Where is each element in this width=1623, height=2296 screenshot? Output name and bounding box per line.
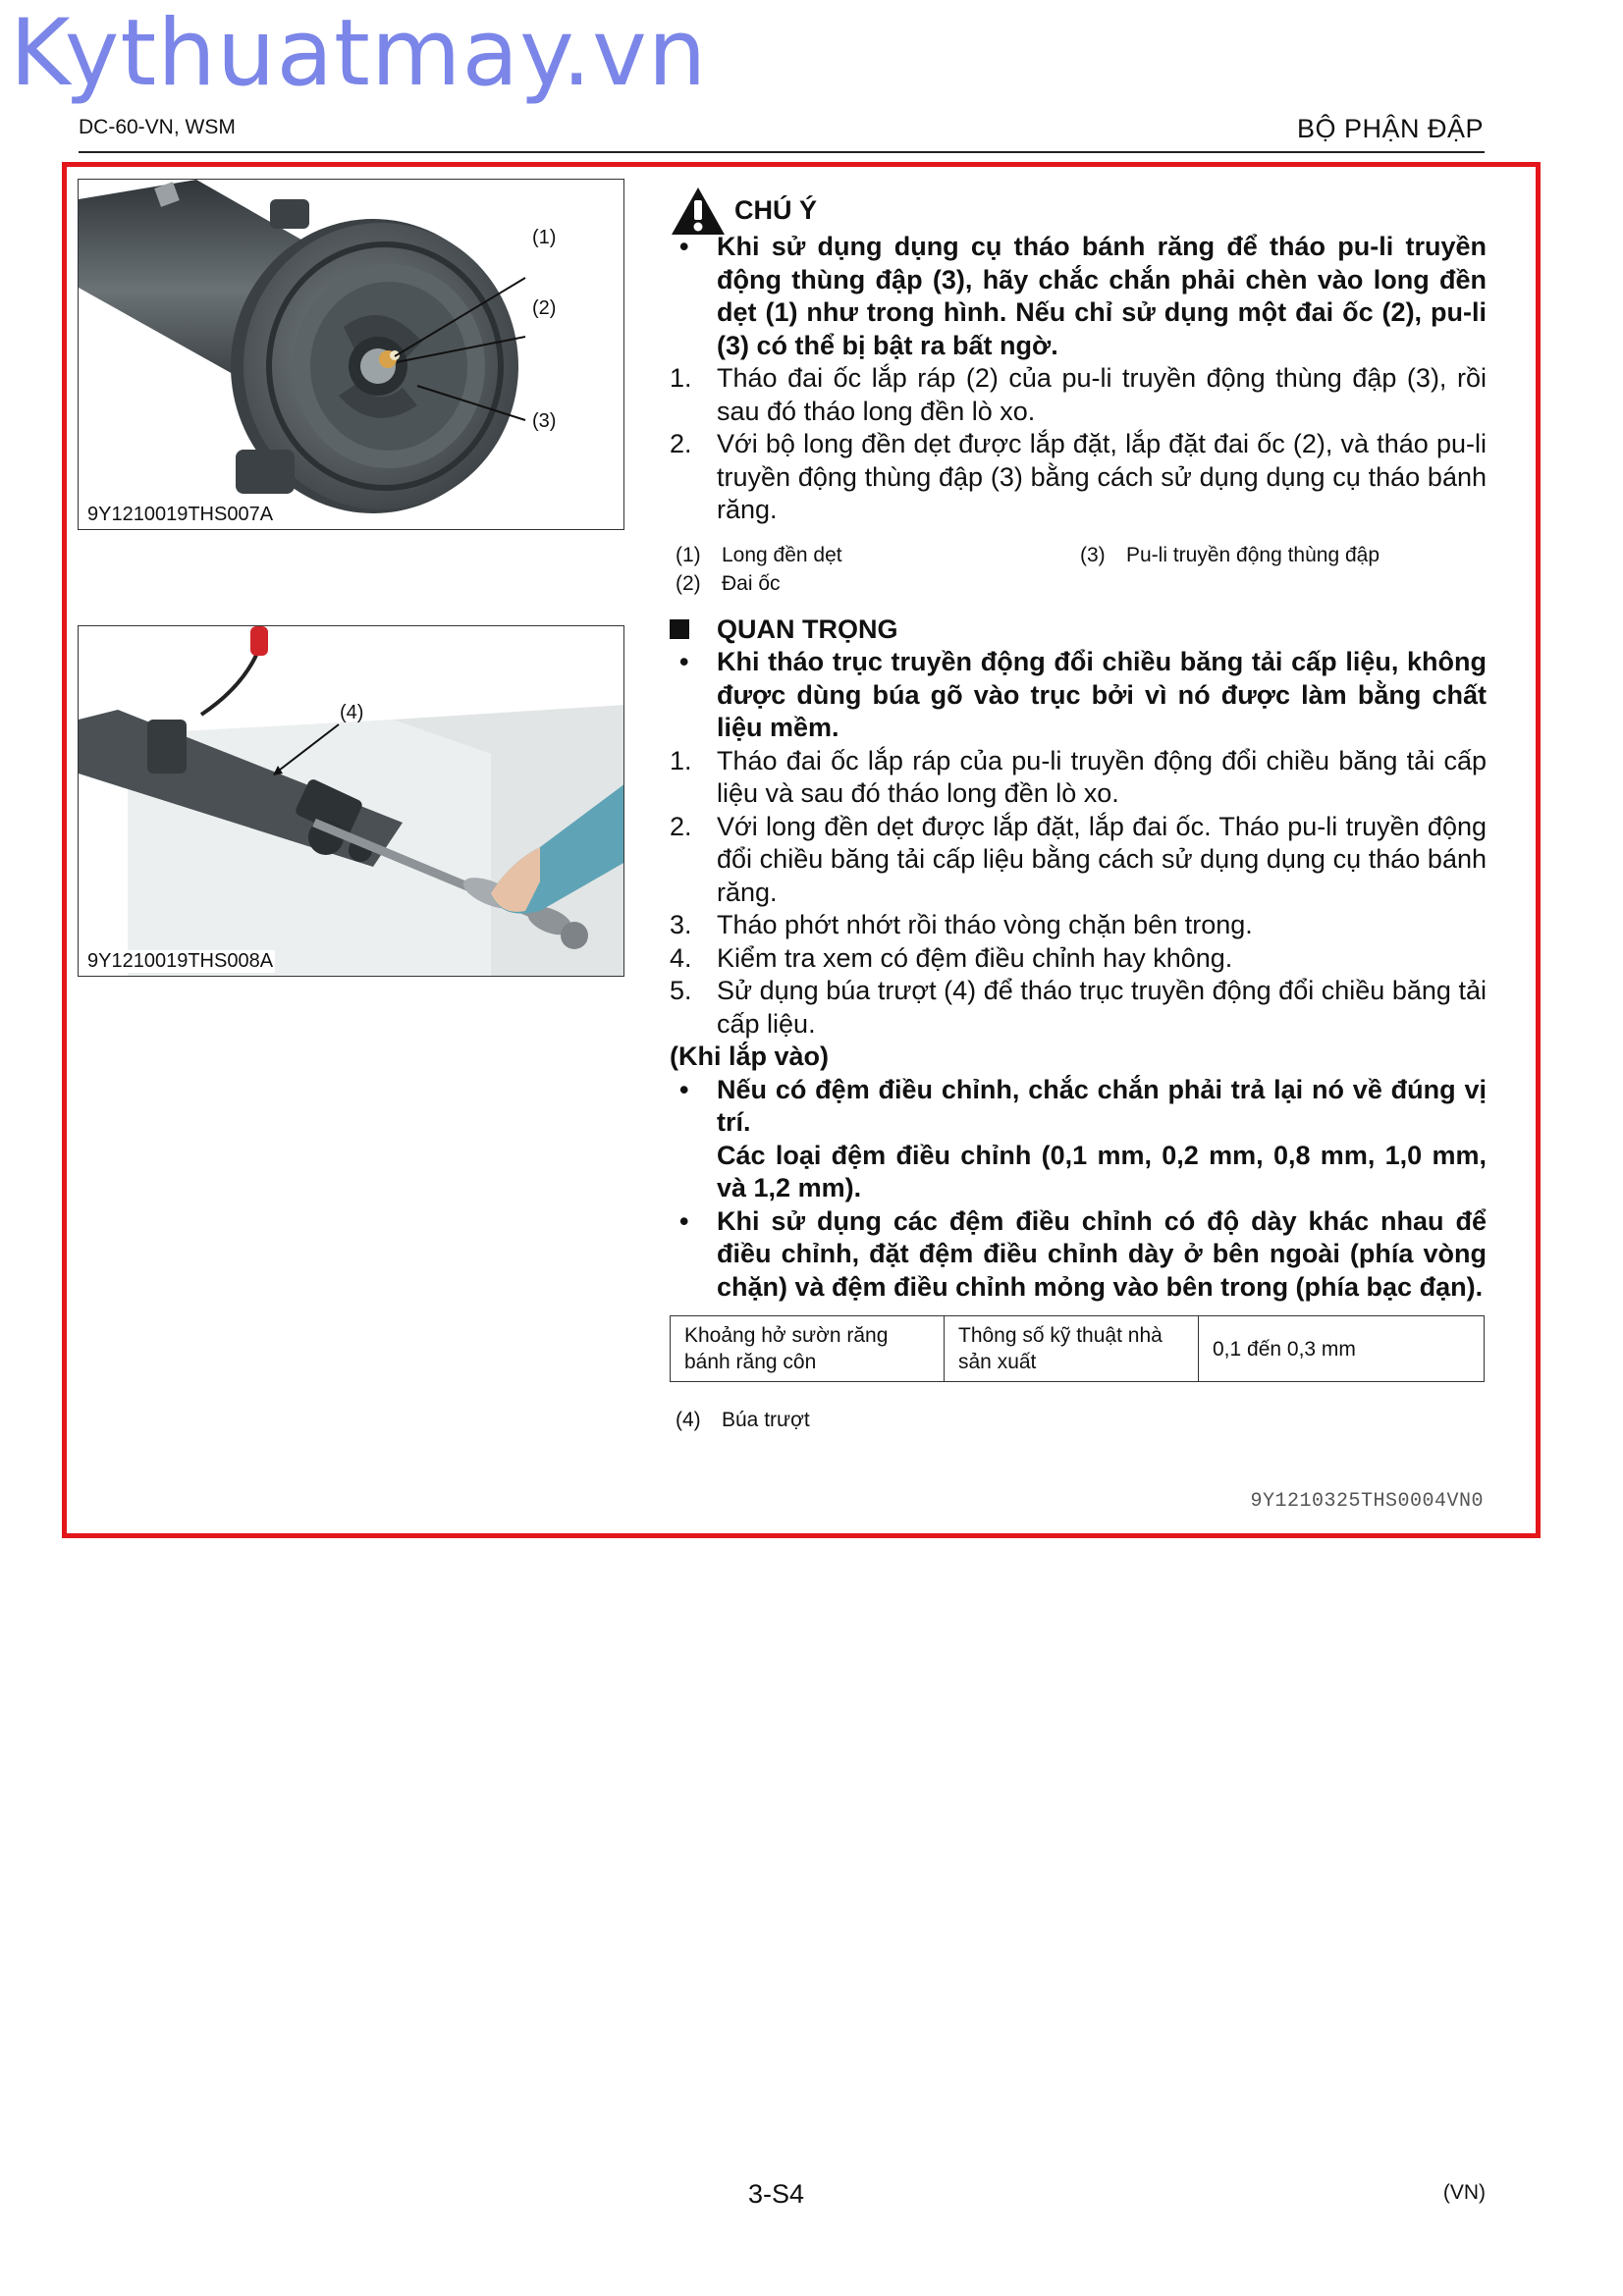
spec-value: 0,1 đến 0,3 mm — [1199, 1316, 1485, 1382]
figure-1-legend — [670, 541, 1487, 598]
figure-code: 9Y1210019THS007A — [87, 504, 274, 525]
header-doc-code: DC-60-VN, WSM — [79, 116, 236, 138]
callout-4: (4) — [340, 702, 364, 723]
document-id: 9Y1210325THS0004VN0 — [1250, 1490, 1484, 1513]
important-step-1: 1. Tháo đai ốc lắp ráp của pu-li truyền động đổi chiều băng tải cấp liệu và sau đó tháo long đền lò xo. — [670, 745, 1487, 808]
install-title: (Khi lắp vào) — [670, 1041, 830, 1071]
important-heading — [670, 614, 1487, 647]
content-column — [670, 191, 1487, 1437]
figure-slide-hammer — [78, 625, 624, 977]
legend-item-4: (4) Búa trượt — [676, 1409, 810, 1431]
header-section-title: BỘ PHẬN ĐẬP — [1296, 114, 1484, 143]
figure-code: 9Y1210019THS008A — [87, 950, 274, 972]
callout-3: (3) — [532, 410, 557, 432]
figure-pulley — [78, 179, 624, 530]
language-code: (VN) — [1442, 2181, 1486, 2204]
install-bullet-1-sub: Các loại đệm điều chỉnh (0,1 mm, 0,2 mm, 0,8 mm, 1,0 mm, và 1,2 mm). — [717, 1140, 1487, 1202]
header-rule — [79, 151, 1485, 153]
table-row — [671, 1316, 1485, 1382]
callout-2: (2) — [532, 297, 557, 319]
install-bullet-1: • Nếu có đệm điều chỉnh, chắc chắn phải trả lại nó về đúng vị trí. — [679, 1074, 1487, 1137]
spec-item: Khoảng hở sườn răng bánh răng côn — [671, 1316, 945, 1382]
callout-1: (1) — [532, 227, 557, 248]
watermark: Kythuatmay.vn — [10, 0, 708, 107]
slide-hammer-illustration — [79, 626, 624, 977]
legend-item-2: (2) Đai ốc — [676, 571, 781, 595]
page-number: 3-S4 — [748, 2179, 805, 2209]
square-bullet-icon — [670, 619, 689, 639]
warning-triangle-icon — [670, 186, 727, 237]
important-bullet: • Khi tháo trục truyền động đổi chiều băng tải cấp liệu, không được dùng búa gõ vào trục bởi vì nó được làm bằng chất liệu mềm. — [679, 647, 1487, 742]
important-step-5: 5. Sử dụng búa trượt (4) để tháo trục truyền động đổi chiều băng tải cấp liệu. — [670, 976, 1487, 1039]
important-step-3: 3. Tháo phớt nhớt rồi tháo vòng chặn bên trong. — [670, 910, 1253, 939]
install-bullet-2: • Khi sử dụng các đệm điều chỉnh có độ dày khác nhau để điều chỉnh, đặt đệm điều chỉnh dày ở bên ngoài (phía vòng chặn) và đệm điều chỉnh mỏng vào bên trong (phía bạc đạn). — [679, 1205, 1487, 1302]
caution-step-2: 2. Với bộ long đền dẹt được lắp đặt, lắp đặt đai ốc (2), và tháo pu-li truyền động thùng đập (3) bằng cách sử dụng dụng cụ tháo bánh răng. — [670, 429, 1487, 524]
important-step-2: 2. Với long đền dẹt được lắp đặt, lắp đai ốc. Tháo pu-li truyền động đổi chiều băng tải cấp liệu bằng cách sử dụng dụng cụ tháo bánh răng. — [670, 811, 1487, 907]
legend-item-1: (1) Long đền dẹt — [676, 543, 842, 566]
caution-bullet: • Khi sử dụng dụng cụ tháo bánh răng để tháo pu-li truyền động thùng đập (3), hãy chắc chắn phải chèn vào long đền dẹt (1) như trong hình. Nếu chỉ sử dụng một đai ốc (2), pu-li (3) có thể bị bật ra bất ngờ. — [679, 232, 1487, 360]
spec-table — [670, 1315, 1485, 1382]
important-step-4: 4. Kiểm tra xem có đệm điều chỉnh hay không. — [670, 942, 1233, 973]
caution-heading — [670, 191, 1487, 231]
caution-step-1: 1. Tháo đai ốc lắp ráp (2) của pu-li truyền động thùng đập (3), rồi sau đó tháo long đền lò xo. — [670, 363, 1487, 426]
caution-title: CHÚ Ý — [734, 195, 818, 226]
spec-type: Thông số kỹ thuật nhà sản xuất — [945, 1316, 1199, 1382]
legend-item-3: (3) Pu-li truyền động thùng đập — [1080, 543, 1380, 566]
important-title: QUAN TRỌNG — [717, 614, 898, 644]
